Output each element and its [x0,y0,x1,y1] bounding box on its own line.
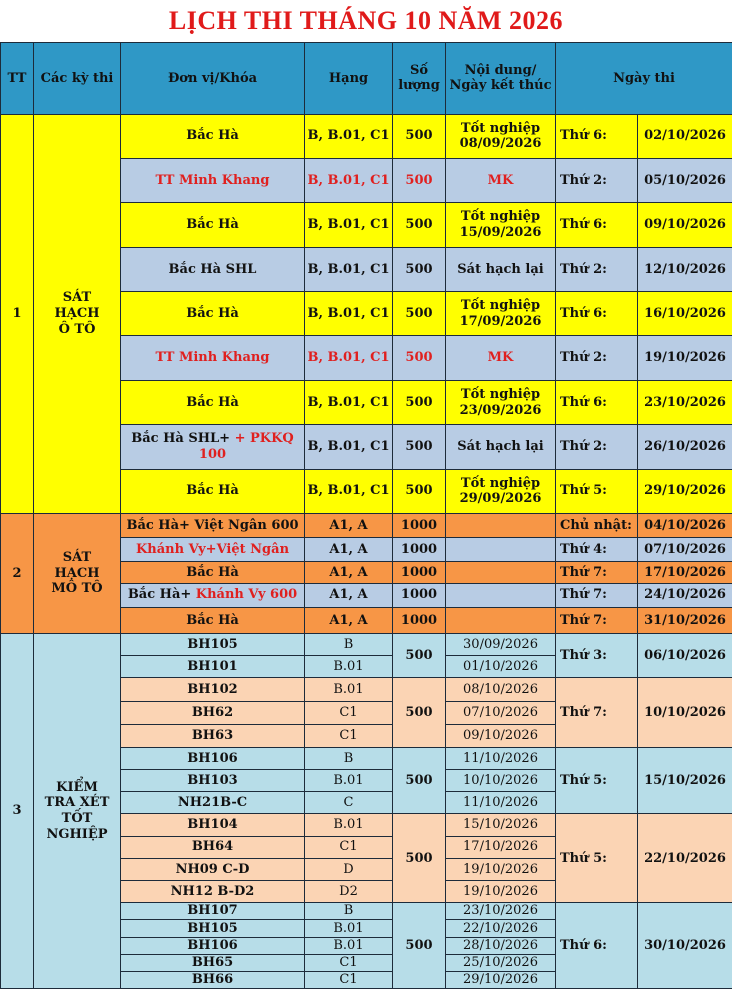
content-cell: Tốt nghiệp 15/09/2026 [446,203,556,247]
quantity-cell: 1000 [393,538,446,562]
quantity-cell: 500 [393,903,446,989]
class-cell: B, B.01, C1 [305,469,393,513]
class-cell: B.01 [305,937,393,954]
unit-cell: BH107 [121,903,305,920]
unit-cell: Bắc Hà+ Khánh Vy 600 [121,583,305,607]
content-cell: MK [446,336,556,380]
header-row [1,43,732,115]
class-cell: B [305,903,393,920]
class-cell: C1 [305,724,393,747]
end-date-cell: 30/09/2026 [446,633,556,655]
end-date-cell: 19/10/2026 [446,881,556,903]
unit-cell: BH101 [121,656,305,678]
date-cell: 10/10/2026 [638,678,732,748]
weekday-cell: Thứ 5: [556,747,638,814]
date-cell: 22/10/2026 [638,814,732,903]
unit-cell: BH66 [121,971,305,988]
weekday-cell: Thứ 7: [556,678,638,748]
weekday-cell: Thứ 7: [556,583,638,607]
class-cell: C1 [305,701,393,724]
quantity-cell: 500 [393,336,446,380]
end-date-cell: 08/10/2026 [446,678,556,701]
end-date-cell: 11/10/2026 [446,747,556,769]
header-unit: Đơn vị/Khóa [121,43,305,115]
weekday-cell: Thứ 2: [556,158,638,202]
unit-cell: BH63 [121,724,305,747]
end-date-cell: 25/10/2026 [446,954,556,971]
weekday-cell: Thứ 6: [556,380,638,424]
table-row [1,513,732,537]
weekday-cell: Thứ 5: [556,469,638,513]
quantity-cell: 500 [393,633,446,677]
quantity-cell: 500 [393,203,446,247]
quantity-cell: 500 [393,247,446,291]
end-date-cell: 29/10/2026 [446,971,556,988]
date-cell: 04/10/2026 [638,513,732,537]
unit-cell: Bắc Hà [121,292,305,336]
weekday-cell: Thứ 6: [556,114,638,158]
section-number: 3 [1,633,34,988]
end-date-cell: 23/10/2026 [446,903,556,920]
unit-cell: BH105 [121,633,305,655]
class-cell: B, B.01, C1 [305,158,393,202]
end-date-cell: 07/10/2026 [446,701,556,724]
date-cell: 26/10/2026 [638,425,732,469]
weekday-cell: Thứ 4: [556,538,638,562]
unit-cell: Bắc Hà [121,114,305,158]
content-cell: MK [446,158,556,202]
date-cell: 23/10/2026 [638,380,732,424]
date-cell: 31/10/2026 [638,607,732,633]
content-cell [446,562,556,583]
section-number: 1 [1,114,34,513]
header-exam-type: Các kỳ thi [34,43,121,115]
unit-cell: Bắc Hà+ Việt Ngân 600 [121,513,305,537]
unit-cell: Bắc Hà [121,203,305,247]
class-cell: A1, A [305,538,393,562]
weekday-cell: Thứ 5: [556,814,638,903]
unit-cell: Bắc Hà [121,607,305,633]
date-cell: 12/10/2026 [638,247,732,291]
quantity-cell: 500 [393,747,446,814]
date-cell: 02/10/2026 [638,114,732,158]
date-cell: 07/10/2026 [638,538,732,562]
unit-cell: Bắc Hà SHL [121,247,305,291]
class-cell: A1, A [305,562,393,583]
class-cell: A1, A [305,607,393,633]
unit-cell: Bắc Hà [121,469,305,513]
unit-cell: Bắc Hà [121,380,305,424]
date-cell: 05/10/2026 [638,158,732,202]
quantity-cell: 1000 [393,583,446,607]
quantity-cell: 500 [393,425,446,469]
class-cell: D2 [305,881,393,903]
unit-cell: BH62 [121,701,305,724]
end-date-cell: 17/10/2026 [446,836,556,858]
table-row [1,114,732,158]
class-cell: C1 [305,954,393,971]
class-cell: B, B.01, C1 [305,114,393,158]
quantity-cell: 1000 [393,513,446,537]
header-class: Hạng [305,43,393,115]
weekday-cell: Thứ 6: [556,203,638,247]
class-cell: B, B.01, C1 [305,425,393,469]
header-quantity: Số lượng [393,43,446,115]
end-date-cell: 10/10/2026 [446,770,556,792]
content-cell: Tốt nghiệp 17/09/2026 [446,292,556,336]
quantity-cell: 500 [393,469,446,513]
exam-schedule-table [0,42,732,989]
page-title: LỊCH THI THÁNG 10 NĂM 2026 [168,6,564,35]
class-cell: B [305,633,393,655]
date-cell: 30/10/2026 [638,903,732,989]
weekday-cell: Thứ 6: [556,292,638,336]
section-category: KIỂM TRA XÉT TỐT NGHIỆP [34,633,121,988]
class-cell: C [305,792,393,814]
date-cell: 09/10/2026 [638,203,732,247]
content-cell [446,583,556,607]
unit-cell: Bắc Hà [121,562,305,583]
quantity-cell: 500 [393,814,446,903]
class-cell: B, B.01, C1 [305,292,393,336]
class-cell: D [305,858,393,880]
weekday-cell: Thứ 2: [556,336,638,380]
date-cell: 15/10/2026 [638,747,732,814]
weekday-cell: Thứ 6: [556,903,638,989]
class-cell: B, B.01, C1 [305,336,393,380]
date-cell: 24/10/2026 [638,583,732,607]
quantity-cell: 500 [393,158,446,202]
quantity-cell: 1000 [393,607,446,633]
date-cell: 06/10/2026 [638,633,732,677]
content-cell [446,538,556,562]
class-cell: B.01 [305,656,393,678]
content-cell: Sát hạch lại [446,425,556,469]
unit-cell: BH106 [121,747,305,769]
class-cell: B [305,747,393,769]
class-cell: A1, A [305,513,393,537]
end-date-cell: 15/10/2026 [446,814,556,836]
unit-cell: BH103 [121,770,305,792]
end-date-cell: 19/10/2026 [446,858,556,880]
unit-cell: BH64 [121,836,305,858]
quantity-cell: 500 [393,380,446,424]
content-cell: Tốt nghiệp 23/09/2026 [446,380,556,424]
unit-cell: BH65 [121,954,305,971]
date-cell: 17/10/2026 [638,562,732,583]
content-cell [446,607,556,633]
unit-cell: TT Minh Khang [121,336,305,380]
end-date-cell: 09/10/2026 [446,724,556,747]
class-cell: B.01 [305,920,393,937]
header-exam-date: Ngày thi [556,43,732,115]
unit-cell: Khánh Vy+Việt Ngân [121,538,305,562]
weekday-cell: Thứ 2: [556,425,638,469]
weekday-cell: Thứ 7: [556,562,638,583]
date-cell: 16/10/2026 [638,292,732,336]
date-cell: 19/10/2026 [638,336,732,380]
unit-cell: BH104 [121,814,305,836]
quantity-cell: 500 [393,292,446,336]
header-tt: TT [1,43,34,115]
date-cell: 29/10/2026 [638,469,732,513]
content-cell: Tốt nghiệp 29/09/2026 [446,469,556,513]
class-cell: B, B.01, C1 [305,247,393,291]
class-cell: A1, A [305,583,393,607]
unit-cell: TT Minh Khang [121,158,305,202]
end-date-cell: 22/10/2026 [446,920,556,937]
content-cell: Tốt nghiệp 08/09/2026 [446,114,556,158]
class-cell: C1 [305,836,393,858]
quantity-cell: 500 [393,678,446,748]
section-category: SÁT HẠCH Ô TÔ [34,114,121,513]
weekday-cell: Thứ 7: [556,607,638,633]
weekday-cell: Thứ 2: [556,247,638,291]
unit-cell: Bắc Hà SHL+ + PKKQ 100 [121,425,305,469]
unit-cell: NH09 C-D [121,858,305,880]
section-category: SÁT HẠCH MÔ TÔ [34,513,121,633]
end-date-cell: 28/10/2026 [446,937,556,954]
section-number: 2 [1,513,34,633]
class-cell: C1 [305,971,393,988]
class-cell: B.01 [305,678,393,701]
unit-cell: BH102 [121,678,305,701]
weekday-cell: Thứ 3: [556,633,638,677]
weekday-cell: Chủ nhật: [556,513,638,537]
class-cell: B.01 [305,814,393,836]
unit-cell: NH21B-C [121,792,305,814]
unit-cell: BH106 [121,937,305,954]
unit-cell: NH12 B-D2 [121,881,305,903]
content-cell [446,513,556,537]
quantity-cell: 1000 [393,562,446,583]
content-cell: Sát hạch lại [446,247,556,291]
class-cell: B, B.01, C1 [305,380,393,424]
unit-cell: BH105 [121,920,305,937]
class-cell: B.01 [305,770,393,792]
class-cell: B, B.01, C1 [305,203,393,247]
header-content: Nội dung/ Ngày kết thúc [446,43,556,115]
quantity-cell: 500 [393,114,446,158]
table-row [1,633,732,655]
end-date-cell: 11/10/2026 [446,792,556,814]
end-date-cell: 01/10/2026 [446,656,556,678]
